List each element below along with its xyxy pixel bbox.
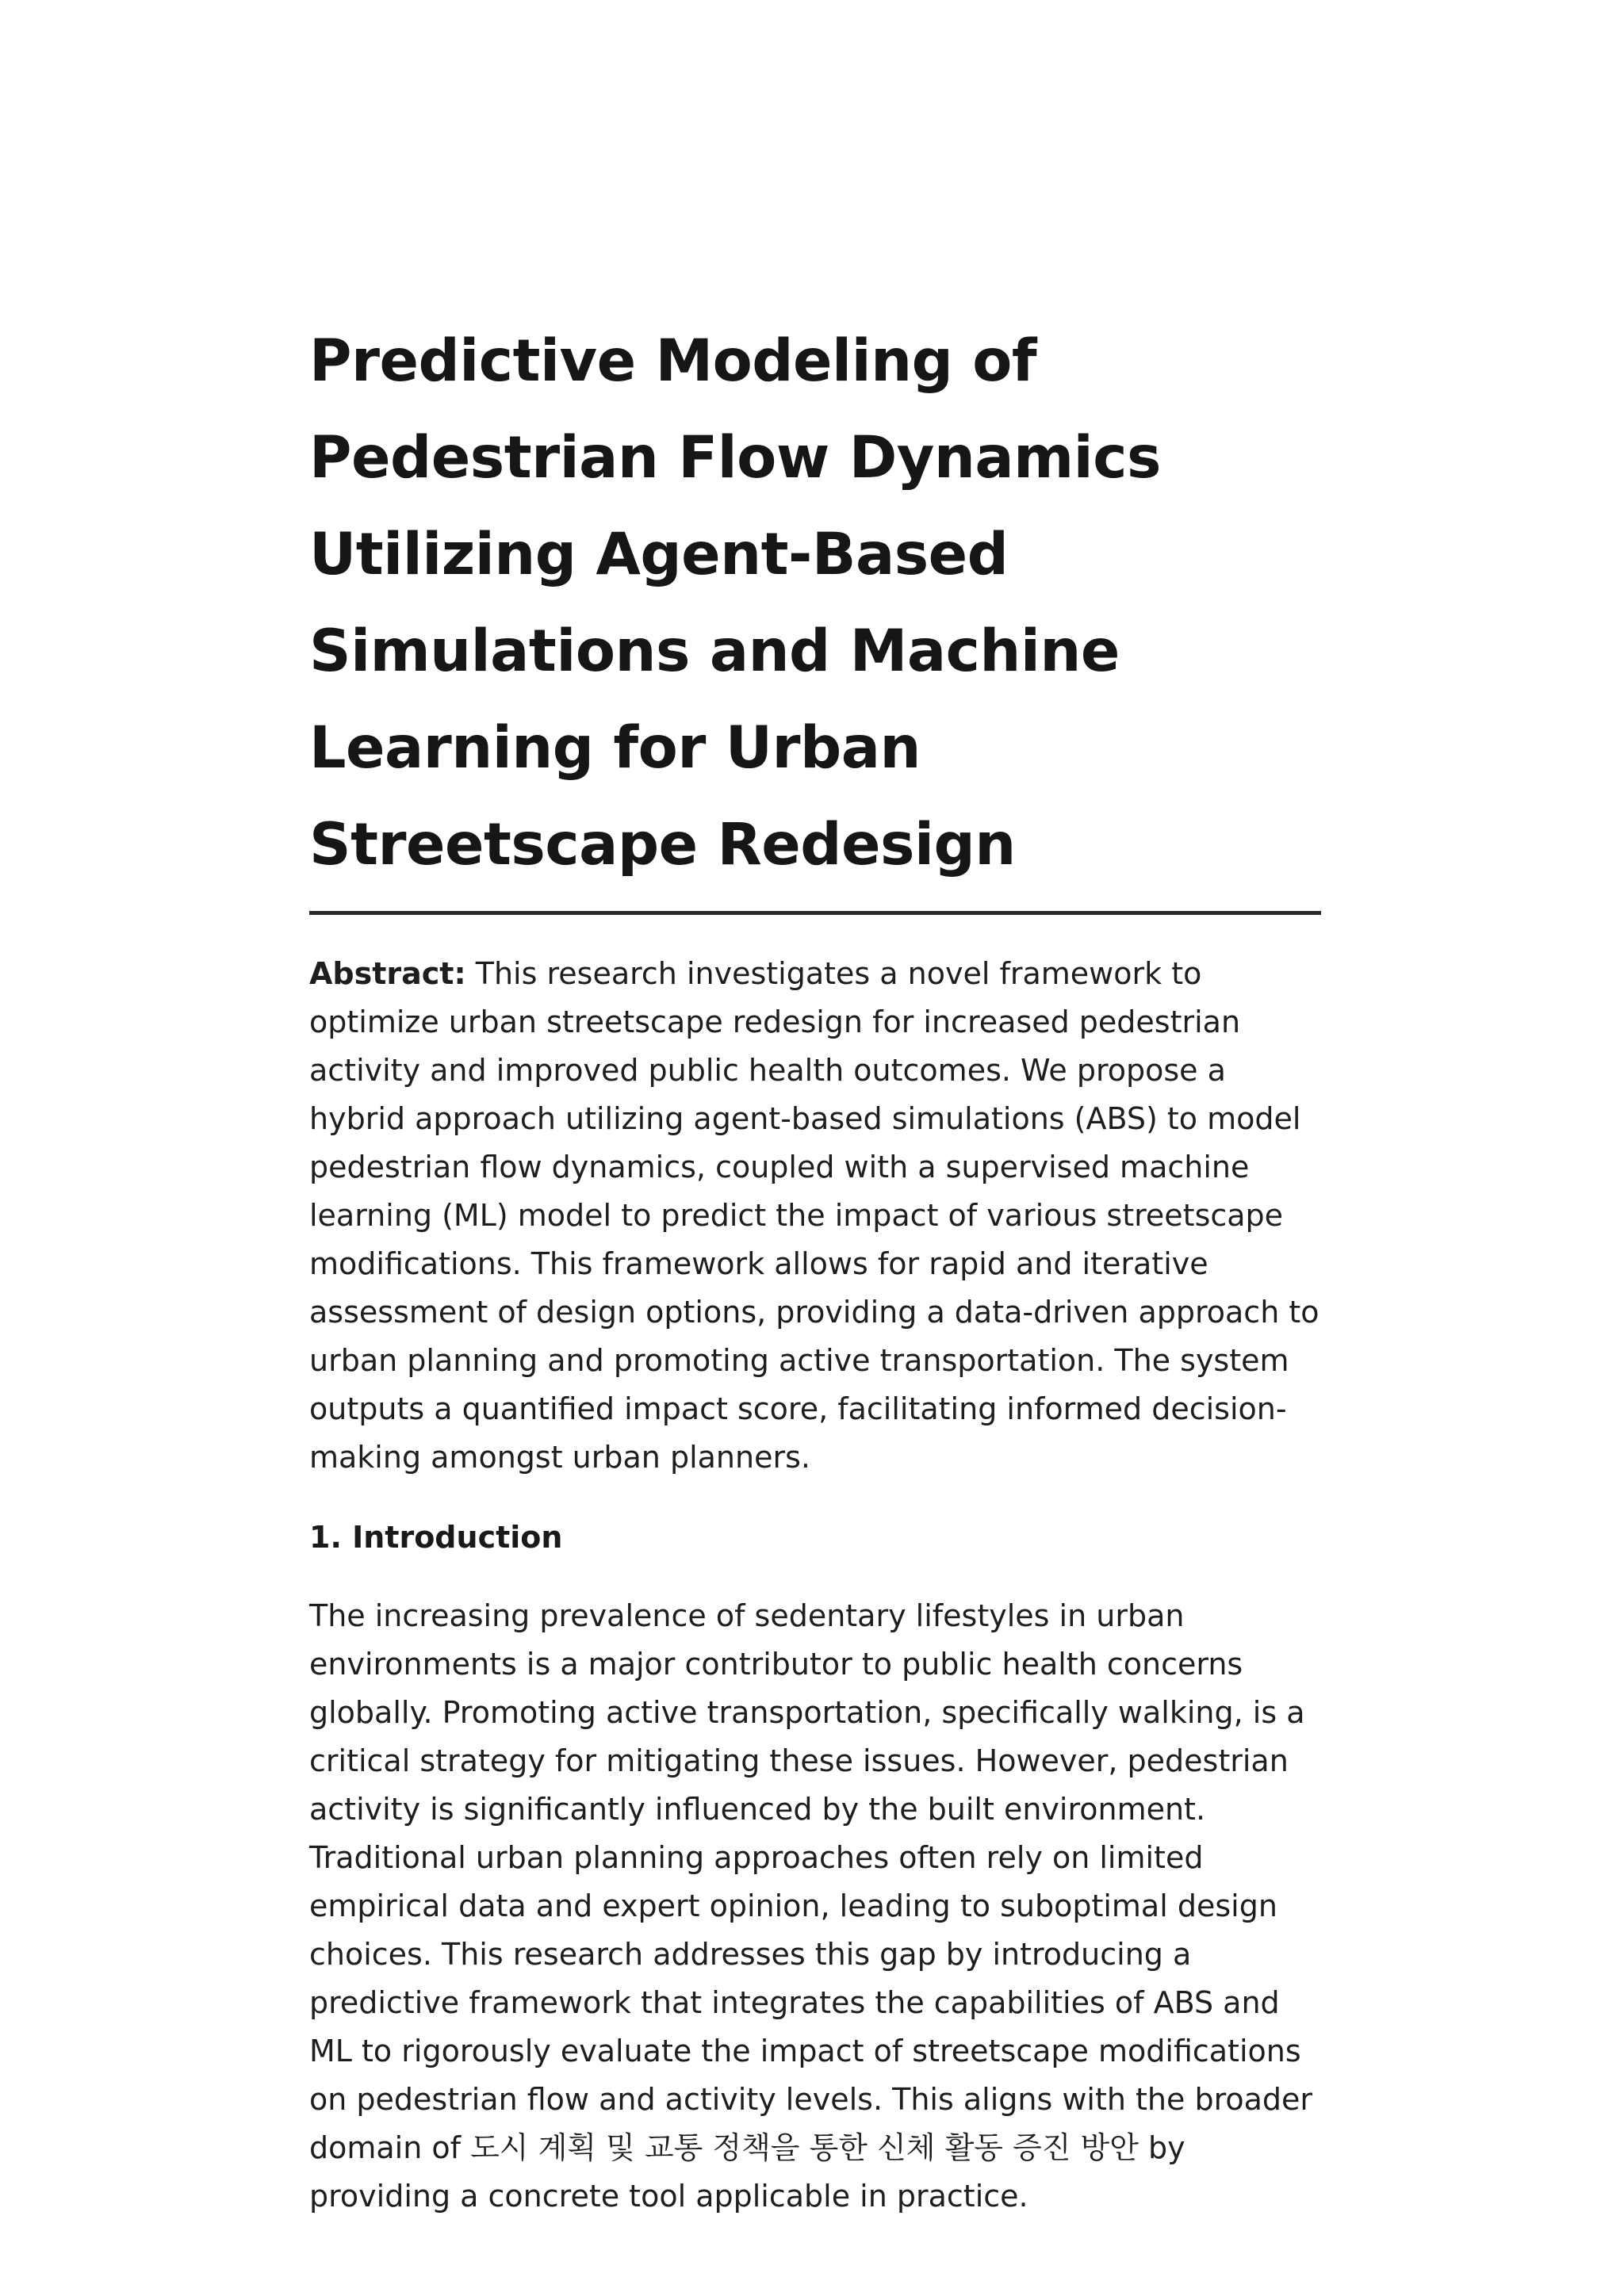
introduction-paragraph: The increasing prevalence of sedentary lifestyles in urban environments is a major contributor to public health concerns globally. Promoting active transportation, specifically walking, is a critical strategy for mitigating these issues. However, pedestrian activity is significantly influenced by the built environment. Traditional urban planning approaches often rely on limited empirical data and expert opinion, leading to suboptimal design choices. This research addresses this gap by introducing a predictive framework that integrates the capabilities of ABS and ML to rigorously evaluate the impact of streetscape modifications on pedestrian flow and activity levels. This aligns with the broader domain of 도시 계획 및 교통 정책을 통한 신체 활동 증진 방안 by providing a concrete tool applicable in practice. — [309, 1598, 1313, 2214]
section-heading-introduction: 1. Introduction — [309, 1520, 563, 1555]
abstract-text: This research investigates a novel framework to optimize urban streetscape redesign for increased pedestrian activity and improved public health outcomes. We propose a hybrid approach utilizing agent-based simulations (ABS) to model pedestrian flow dynamics, coupled with a supervised machine learning (ML) model to predict the impact of various streetscape modifications. This framework allows for rapid and iterative assessment of design options, providing a data-driven approach to urban planning and promoting active transportation. The system outputs a quantified impact score, facilitating informed decision-making amongst urban planners. — [309, 956, 1320, 1475]
title-divider — [309, 911, 1321, 915]
paper-page — [309, 313, 1324, 2221]
abstract-label: Abstract: — [309, 956, 466, 991]
paper-title: Predictive Modeling of Pedestrian Flow Dynamics Utilizing Agent-Based Simulations and Machine Learning for Urban Streetscape Redesign — [309, 327, 1161, 878]
abstract-paragraph — [309, 950, 1324, 1482]
